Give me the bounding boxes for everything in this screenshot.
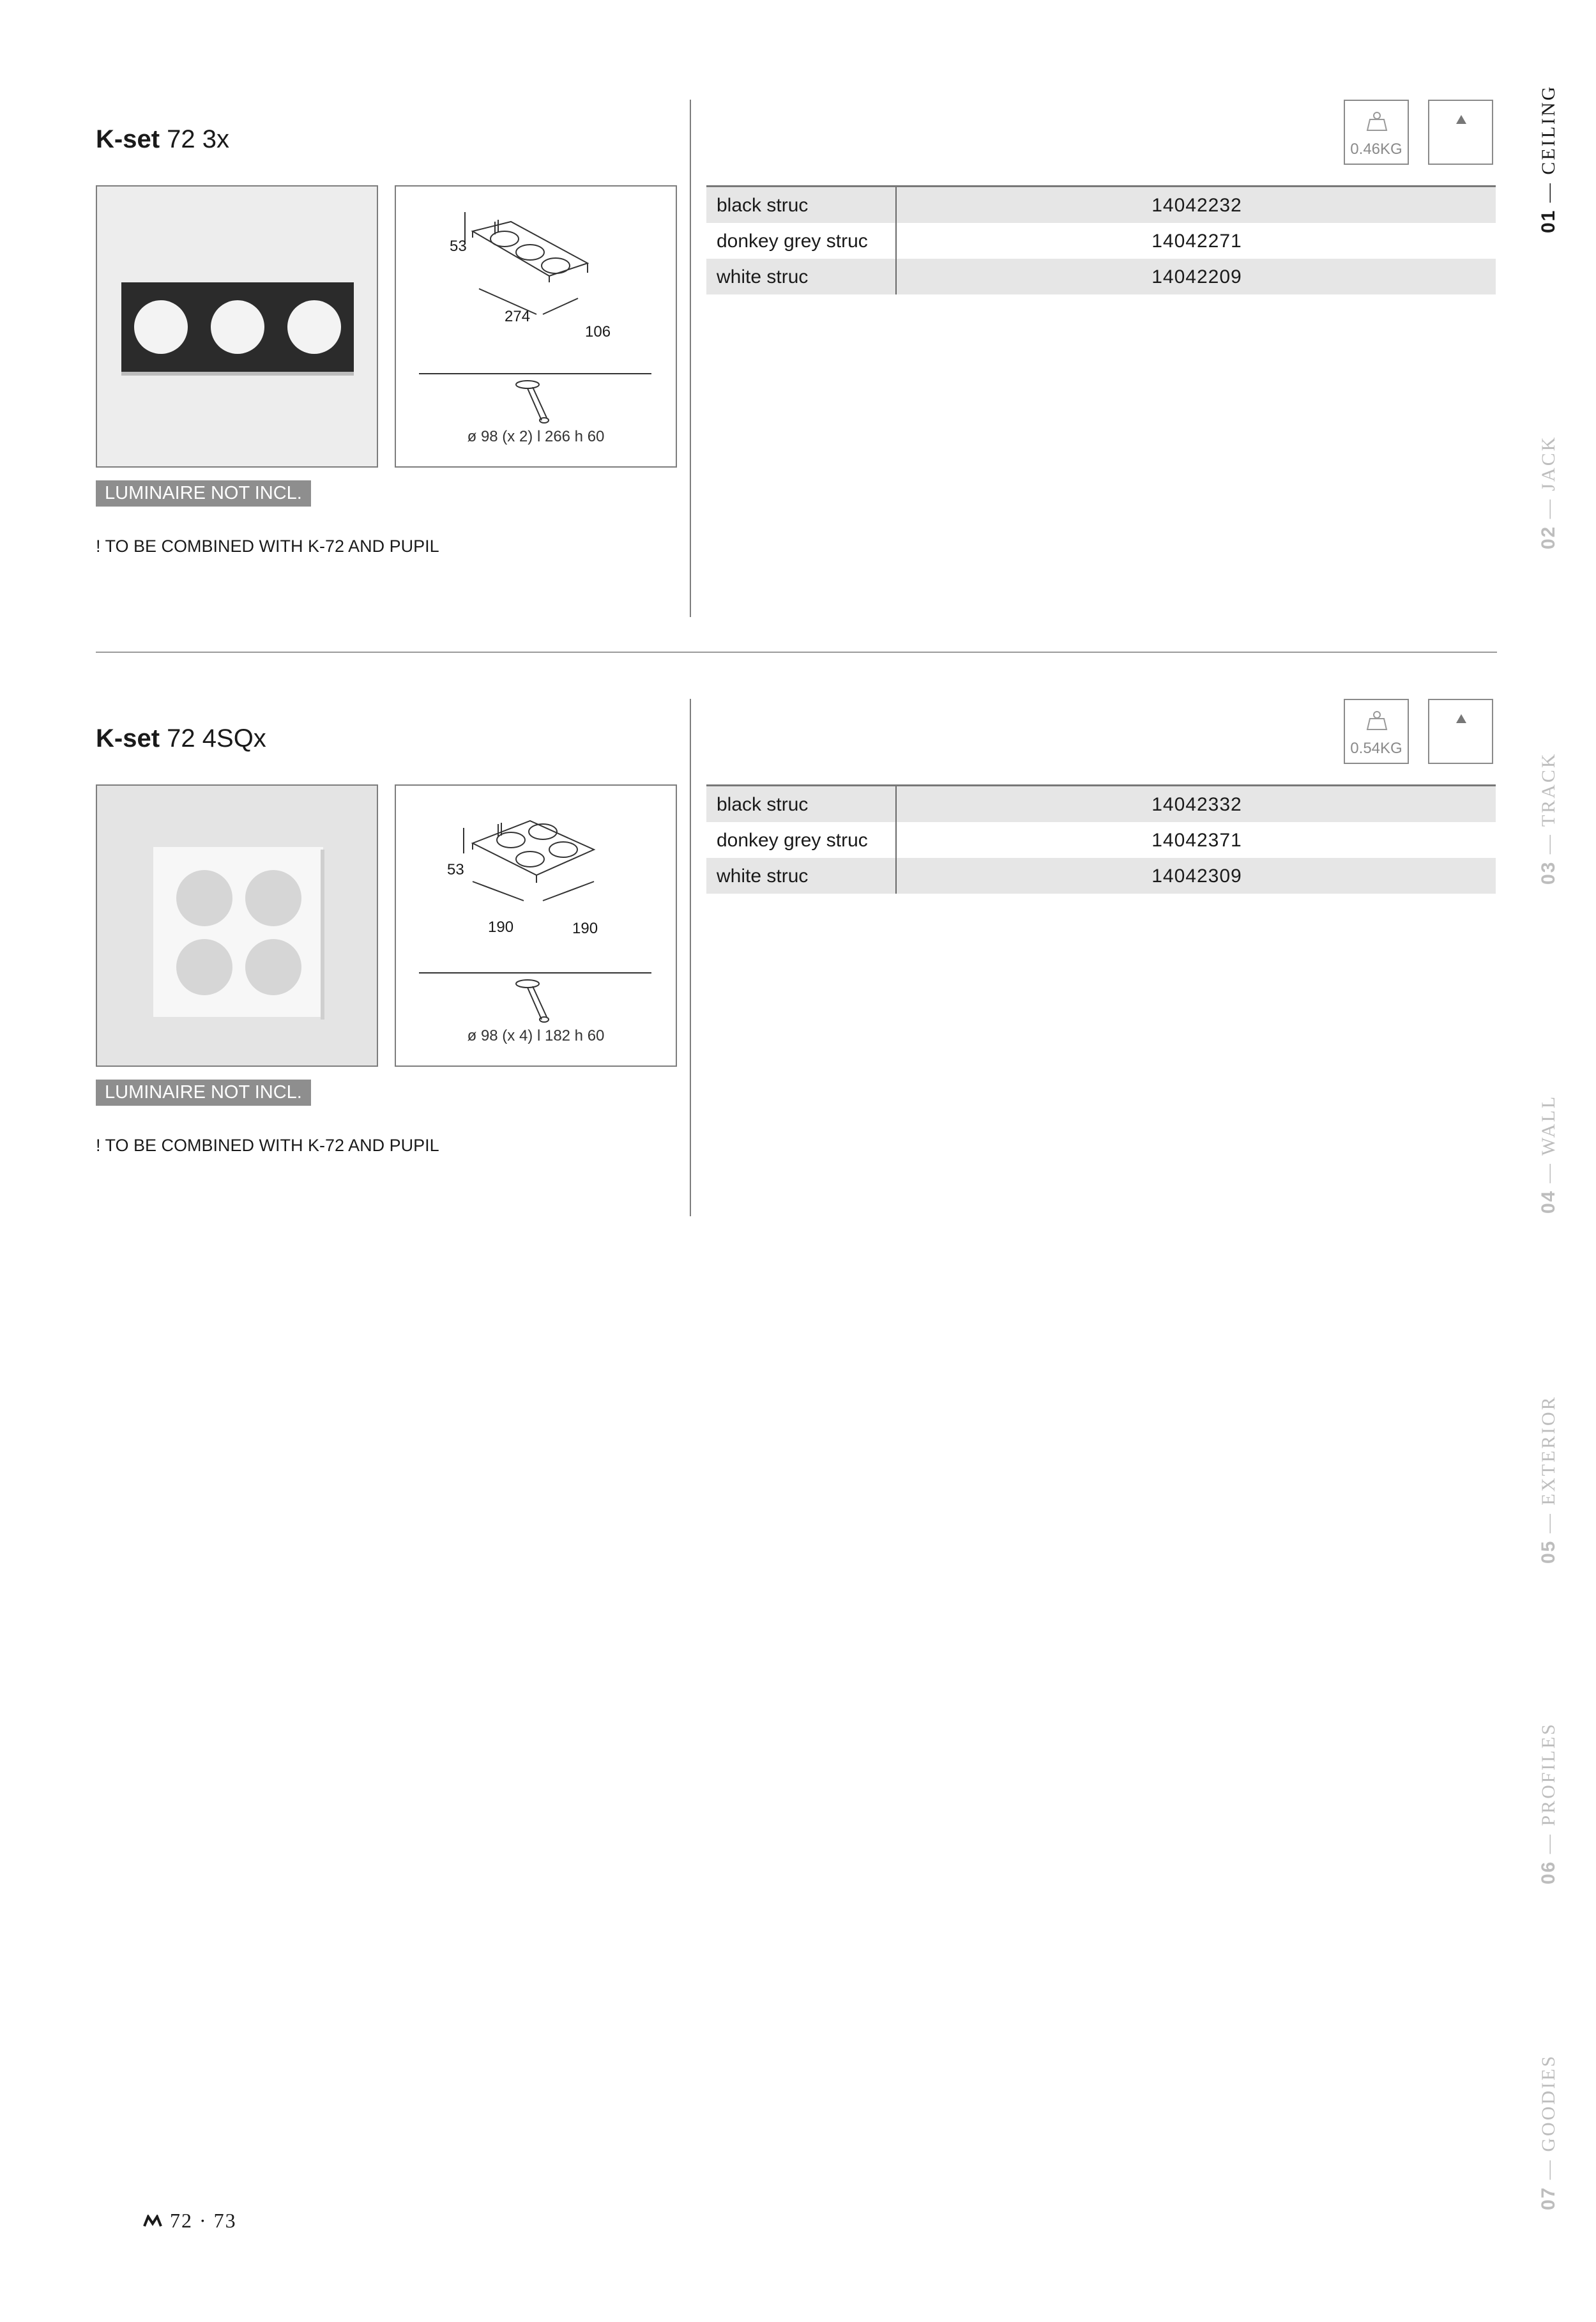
- sidebar-item-wall[interactable]: [1538, 1095, 1560, 1214]
- table-row: [706, 223, 1496, 259]
- column-divider: [690, 699, 691, 1216]
- sidebar-item-number: 02: [1538, 525, 1559, 549]
- dimension-drawing: [396, 187, 676, 378]
- luminaire-badge: LUMINAIRE NOT INCL.: [96, 480, 311, 507]
- variant-code: 14042332: [1151, 794, 1242, 815]
- product-photo: [96, 784, 378, 1067]
- variant-code: 14042309: [1151, 866, 1242, 887]
- luminaire-badge: LUMINAIRE NOT INCL.: [96, 1080, 311, 1106]
- sidebar-item-number: 04: [1538, 1189, 1559, 1214]
- product-title: [96, 125, 229, 154]
- combine-note: ! TO BE COMBINED WITH K-72 AND PUPIL: [96, 537, 439, 556]
- product-photo-image: [97, 786, 377, 1066]
- drawing-divider: [419, 972, 651, 974]
- triangle-up-icon: [1455, 713, 1468, 724]
- product-name: K-set: [96, 125, 160, 153]
- table-row: [706, 187, 1496, 223]
- page-numbers: 72 · 73: [170, 2209, 237, 2232]
- product-name: K-set: [96, 724, 160, 752]
- variant-name: black struc: [717, 195, 809, 216]
- cutout-icon: [513, 977, 558, 1028]
- weight-box: [1344, 699, 1409, 764]
- sidebar-item-ceiling[interactable]: [1538, 85, 1560, 233]
- product-photo: [96, 185, 378, 468]
- sidebar-item-label: — WALL: [1538, 1094, 1559, 1184]
- sidebar-item-number: 03: [1538, 860, 1559, 885]
- cutout-dimensions: ø 98 (x 2) l 266 h 60: [467, 428, 605, 445]
- sidebar-item-exterior[interactable]: [1538, 1395, 1560, 1564]
- dim-height: 53: [447, 861, 464, 878]
- weight-value: 0.46KG: [1350, 141, 1402, 158]
- variant-name: black struc: [717, 794, 809, 815]
- sidebar-item-number: 01: [1538, 209, 1559, 233]
- dimension-drawing: [396, 786, 676, 977]
- sidebar-item-goodies[interactable]: [1538, 2054, 1560, 2210]
- table-row: [706, 259, 1496, 294]
- table-column-line: [895, 786, 897, 894]
- variant-table: [706, 185, 1496, 294]
- weight-icon: [1364, 710, 1390, 732]
- dim-height: 53: [450, 238, 467, 255]
- drawing-divider: [419, 373, 651, 374]
- product-photo-image: [97, 187, 377, 466]
- sidebar-item-label: — EXTERIOR: [1538, 1395, 1559, 1534]
- sidebar-item-label: — JACK: [1538, 435, 1559, 519]
- variant-code: 14042209: [1151, 266, 1242, 287]
- page-footer: [143, 2209, 237, 2233]
- variant-code: 14042371: [1151, 830, 1242, 851]
- mounting-box: [1428, 699, 1493, 764]
- product-title: [96, 724, 266, 753]
- cutout-icon: [513, 378, 558, 429]
- variant-name: donkey grey struc: [717, 830, 868, 851]
- table-row: [706, 858, 1496, 894]
- variant-table: [706, 784, 1496, 894]
- table-row: [706, 822, 1496, 858]
- dim-width: 106: [585, 323, 611, 340]
- sidebar-item-label: — CEILING: [1538, 84, 1559, 203]
- weight-box: [1344, 100, 1409, 165]
- sidebar-item-number: 07: [1538, 2186, 1559, 2210]
- variant-name: white struc: [717, 866, 809, 887]
- brand-logo-icon: [143, 2215, 162, 2227]
- weight-icon: [1364, 111, 1390, 133]
- sidebar-item-label: — PROFILES: [1538, 1722, 1559, 1854]
- sidebar-item-label: — TRACK: [1538, 752, 1559, 855]
- column-divider: [690, 100, 691, 617]
- sidebar-item-jack[interactable]: [1538, 436, 1560, 549]
- sidebar-item-label: — GOODIES: [1538, 2054, 1559, 2180]
- variant-name: white struc: [717, 266, 809, 287]
- product-model: 72 3x: [167, 125, 230, 153]
- triangle-up-icon: [1455, 114, 1468, 125]
- cutout-dimensions: ø 98 (x 4) l 182 h 60: [467, 1027, 605, 1044]
- dim-width: 190: [572, 920, 598, 937]
- weight-value: 0.54KG: [1350, 740, 1402, 757]
- technical-drawing: [395, 784, 677, 1067]
- dim-length: 190: [488, 919, 514, 936]
- technical-drawing: [395, 185, 677, 468]
- table-column-line: [895, 187, 897, 294]
- sidebar-item-profiles[interactable]: [1538, 1722, 1560, 1884]
- section-divider: [96, 652, 1497, 653]
- table-row: [706, 786, 1496, 822]
- combine-note: ! TO BE COMBINED WITH K-72 AND PUPIL: [96, 1136, 439, 1155]
- product-model: 72 4SQx: [167, 724, 266, 752]
- sidebar-item-track[interactable]: [1538, 752, 1560, 885]
- variant-code: 14042271: [1151, 231, 1242, 252]
- sidebar-item-number: 06: [1538, 1860, 1559, 1884]
- mounting-box: [1428, 100, 1493, 165]
- variant-name: donkey grey struc: [717, 231, 868, 252]
- sidebar-item-number: 05: [1538, 1539, 1559, 1564]
- variant-code: 14042232: [1151, 195, 1242, 216]
- dim-length: 274: [505, 308, 531, 325]
